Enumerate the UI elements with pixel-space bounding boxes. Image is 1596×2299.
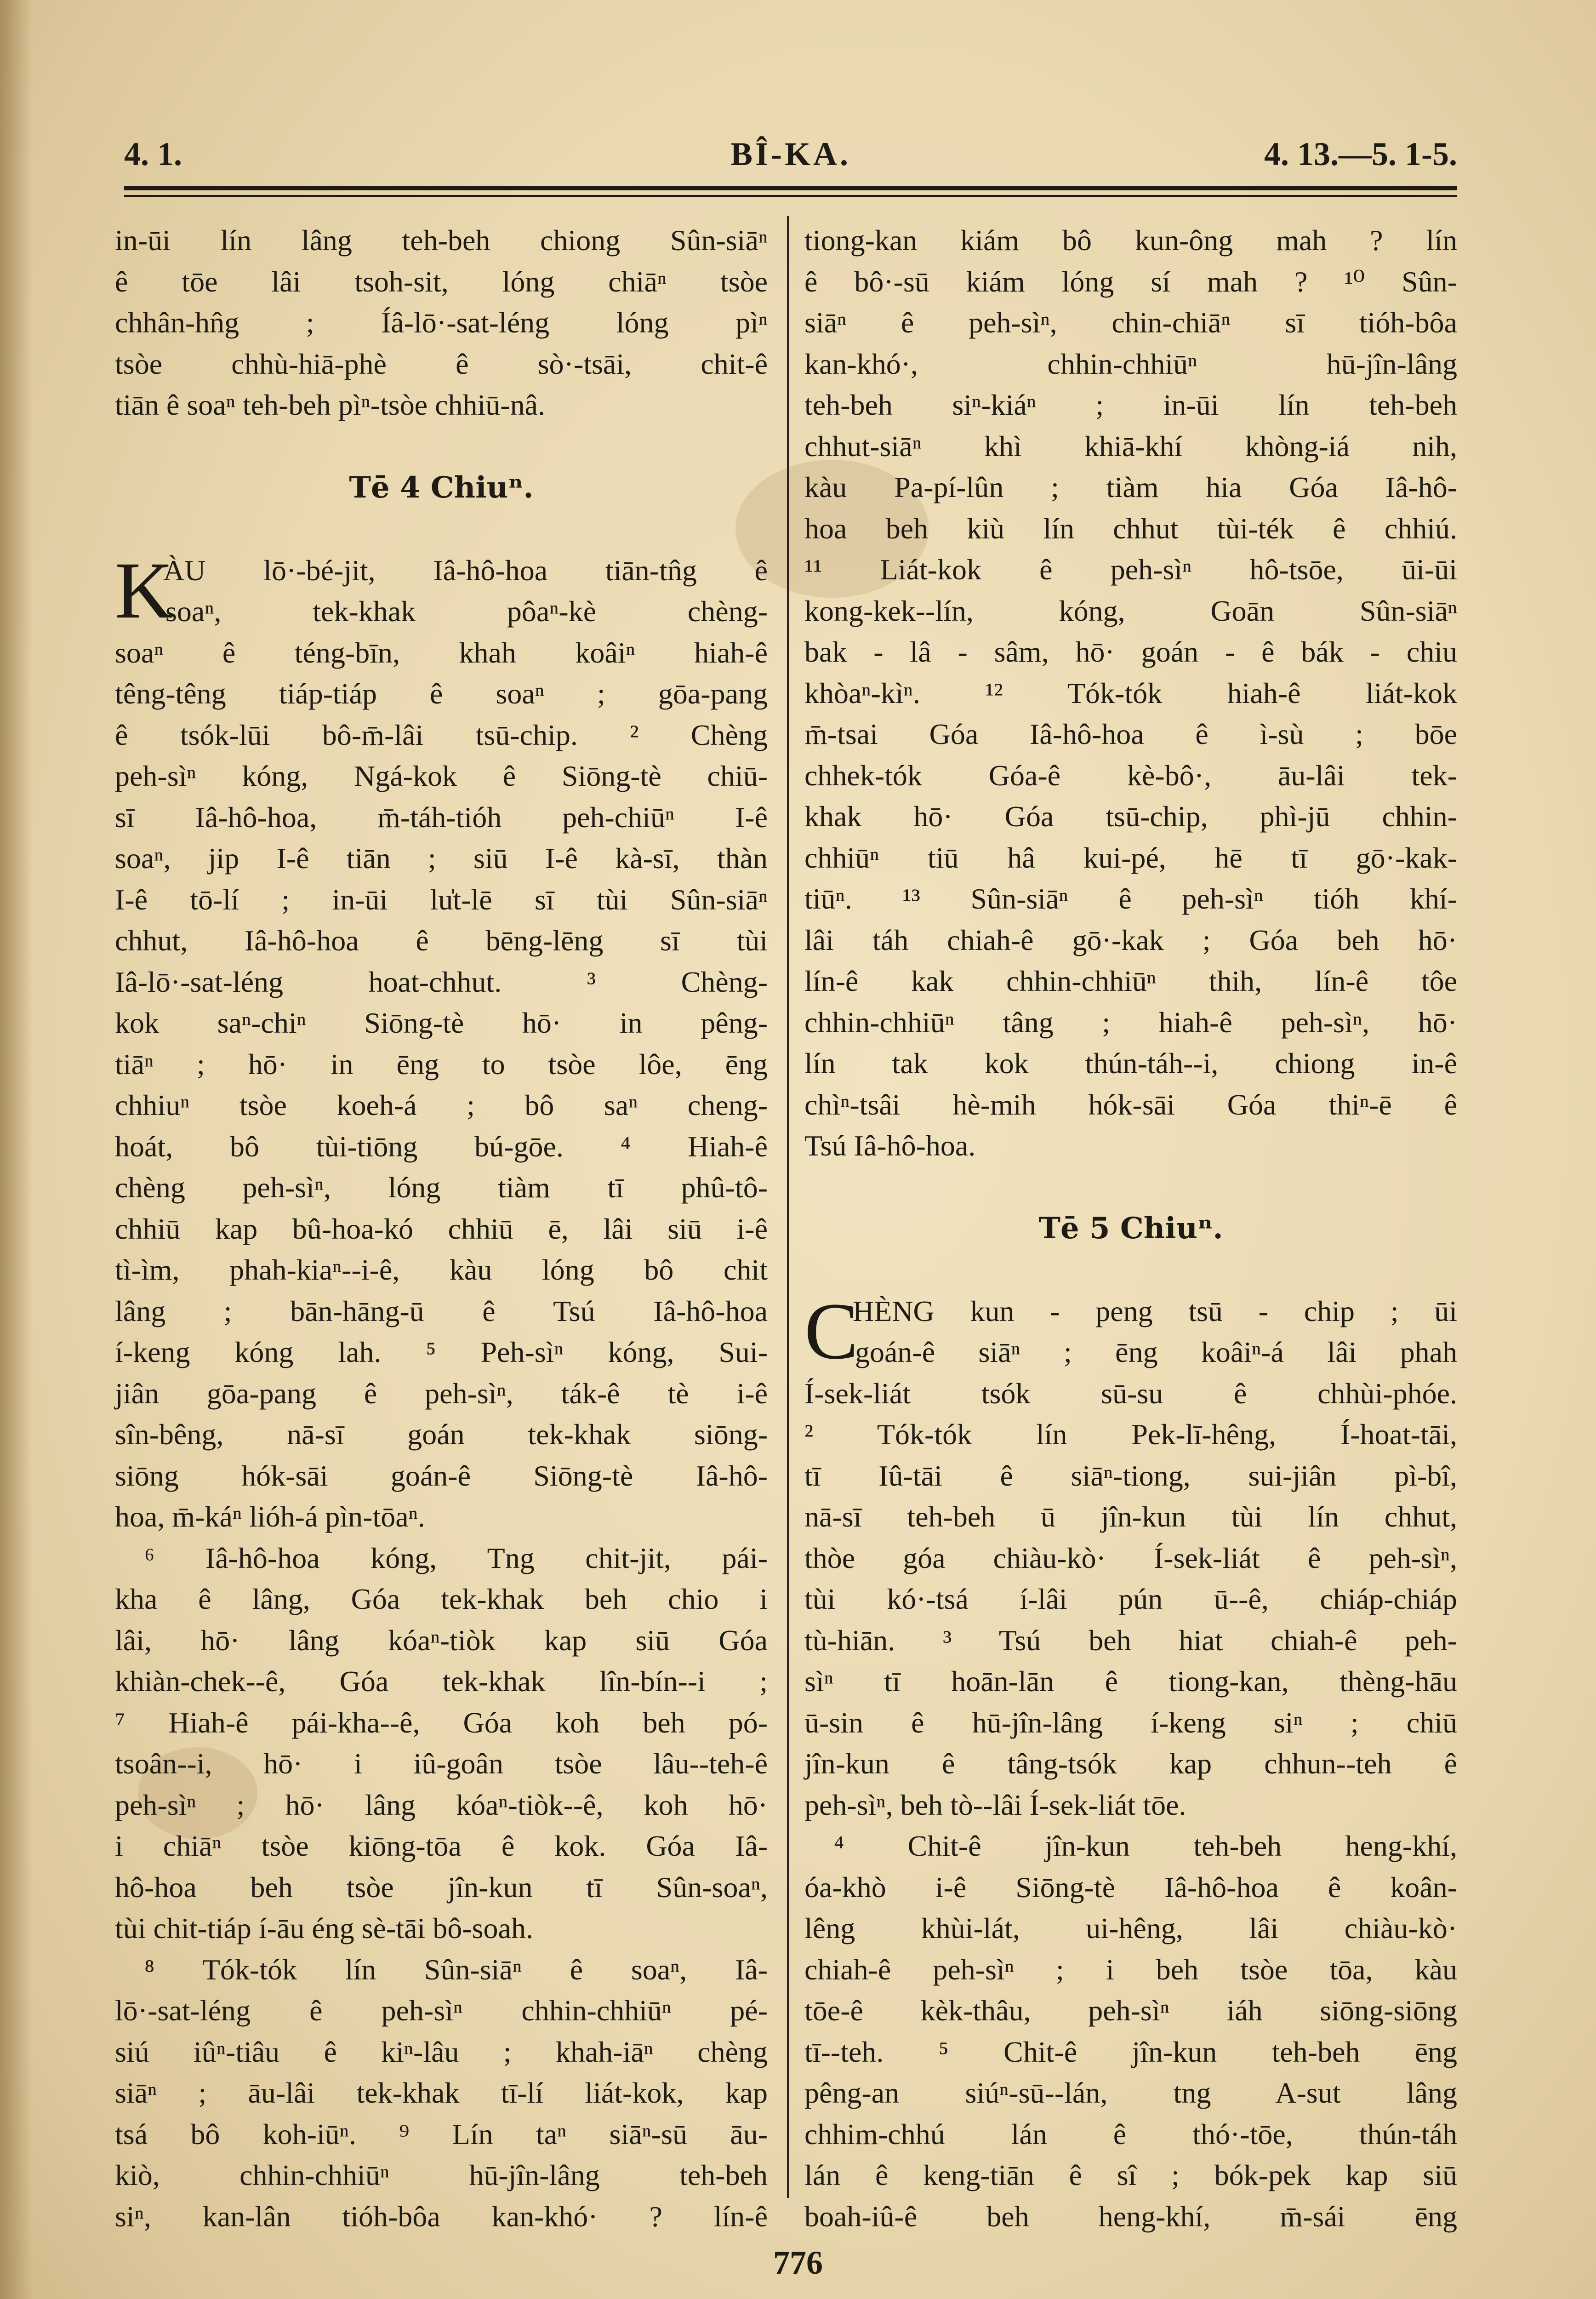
text-line: kok saⁿ-chiⁿ Siōng-tè hō· in pêng- [115, 1007, 768, 1039]
running-header [124, 124, 1457, 184]
text-line: khiàn-chek--ê, Góa tek-khak lîn-bín--i ; [115, 1665, 768, 1698]
header-rule-thick [124, 186, 1457, 190]
text-line: peh-sìⁿ, beh tò--lâi Í-sek-liát tōe. [804, 1788, 1186, 1821]
text-line: ⁸ Tók-tók lín Sûn-siāⁿ ê soaⁿ, Iâ- [144, 1953, 768, 1986]
text-line: tiāⁿ ; hō· in ēng to tsòe lôe, ēng [115, 1047, 768, 1081]
header-verse-range-left: 4. 1. [124, 136, 182, 172]
text-line: kàu Pa-pí-lûn ; tiàm hia Góa Iâ-hô- [804, 471, 1457, 503]
text-line: chèng peh-sìⁿ, lóng tiàm tī phû-tô- [115, 1171, 768, 1204]
text-line: chhek-tók Góa-ê kè-bô·, āu-lâi tek- [804, 759, 1457, 792]
header-rule-thin [124, 195, 1457, 197]
text-line: ê bô·-sū kiám lóng sí mah ? ¹⁰ Sûn- [804, 265, 1457, 298]
text-line: lín tak kok thún-táh--i, chiong in-ê [804, 1047, 1457, 1080]
text-line: tì-ìm, phah-kiaⁿ--i-ê, kàu lóng bô chit [115, 1253, 768, 1286]
text-line: soaⁿ ê téng-bīn, khah koâiⁿ hiah-ê [115, 636, 768, 669]
text-line: siú iûⁿ-tiâu ê kiⁿ-lâu ; khah-iāⁿ chèng [115, 2035, 768, 2068]
text-line: siōng hók-sāi goán-ê Siōng-tè Iâ-hô- [115, 1459, 768, 1492]
text-line: in-ūi lín lâng teh-beh chiong Sûn-siāⁿ [115, 224, 768, 257]
text-line: ê tsók-lūi bô-m̄-lâi tsū-chip. ² Chèng [115, 718, 768, 751]
right-column [804, 220, 1457, 2237]
text-line: ū-sin ê hū-jîn-lâng í-keng siⁿ ; chiū [804, 1706, 1457, 1739]
text-line: lâi táh chiah-ê gō·-kak ; Góa beh hō· [804, 923, 1457, 956]
text-line: hoát, bô tùi-tiōng bú-gōe. ⁴ Hiah-ê [115, 1130, 768, 1163]
text-line: Iâ-lō·-sat-léng hoat-chhut. ³ Chèng- [115, 965, 768, 998]
right-top-text [804, 220, 1457, 1167]
text-line: hô-hoa beh tsòe jîn-kun tī Sûn-soaⁿ, [115, 1870, 768, 1904]
text-line: tī Iû-tāi ê siāⁿ-tiong, sui-jiân pì-bî, [804, 1459, 1457, 1492]
text-line: m̄-tsai Góa Iâ-hô-hoa ê ì-sù ; bōe [804, 718, 1457, 750]
page-spine-shadow [0, 0, 32, 2299]
text-line: khak hō· Góa tsū-chip, phì-jū chhin- [804, 800, 1457, 833]
chapter-4-opening [115, 545, 768, 635]
text-line: chhân-hn̂g ; Íâ-lō·-sat-léng lóng pìⁿ [115, 306, 768, 339]
text-line: ê tōe lâi tsoh-sit, lóng chiāⁿ tsòe [115, 265, 768, 298]
text-line: nā-sī teh-beh ū jîn-kun tùi lín chhut, [804, 1500, 1457, 1533]
text-line: I-ê tō-lí ; in-ūi lu̍t-lē sī tùi Sûn-siāⁿ [115, 883, 768, 916]
text-line: chhim-chhú lán ê thó·-tōe, thún-táh [804, 2117, 1457, 2150]
verse-paragraph [115, 1949, 768, 2237]
text-line: tī--teh. ⁵ Chit-ê jîn-kun teh-beh ēng [804, 2035, 1457, 2068]
text-line: hoa beh kiù lín chhut tùi-ték ê chhiú. [804, 512, 1457, 545]
verse-paragraph [115, 1538, 768, 1949]
text-line: lâi, hō· lâng kóaⁿ-tiòk kap siū Góa [115, 1624, 768, 1657]
text-line: tsòe chhù-hiā-phè ê sò·-tsāi, chit-ê [115, 347, 768, 380]
text-line: siⁿ, kan-lân tióh-bôa kan-khó· ? lín-ê [115, 2200, 768, 2233]
text-line: têng-têng tiáp-tiáp ê soaⁿ ; gōa-pang [115, 677, 768, 710]
text-line: thòe góa chiàu-kò· Í-sek-liát ê peh-sìⁿ, [804, 1541, 1457, 1574]
text-line: kan-khó·, chhin-chhiūⁿ hū-jîn-lâng [804, 347, 1457, 380]
text-line: tùi chit-tiáp í-āu éng sè-tāi bô-soah. [115, 1912, 533, 1944]
drop-cap: K [115, 545, 174, 635]
text-line: lêng khùi-lát, ui-hêng, lâi chiàu-kò· [804, 1912, 1457, 1944]
book-title: BÎ-KA. [730, 136, 851, 172]
text-line: peh-sìⁿ ; hō· lâng kóaⁿ-tiòk--ê, koh hō· [115, 1788, 768, 1821]
text-line: chhiū kap bû-hoa-kó chhiū ē, lâi siū i-ê [115, 1212, 768, 1245]
text-line: kiò, chhin-chhiūⁿ hū-jîn-lâng teh-beh [115, 2159, 768, 2191]
text-line: tùi kó·-tsá í-lâi pún ū--ê, chiáp-chiáp [804, 1583, 1457, 1615]
text-line: lín-ê kak chhin-chhiūⁿ thih, lín-ê tôe [804, 965, 1457, 997]
text-line: jîn-kun ê tâng-tsók kap chhun--teh ê [804, 1747, 1457, 1780]
left-top-text [115, 220, 768, 426]
text-line: í-keng kóng lah. ⁵ Peh-sìⁿ kóng, Sui- [115, 1336, 768, 1368]
right-body-text [804, 1373, 1457, 1826]
left-body-text [115, 632, 768, 1538]
text-line: pêng-an siúⁿ-sū--lán, tng A-sut lâng [804, 2076, 1457, 2109]
text-line: tsá bô koh-iūⁿ. ⁹ Lín taⁿ siāⁿ-sū āu- [115, 2117, 768, 2150]
chapter-5-opening [804, 1286, 1457, 1376]
text-line: chhut, Iâ-hô-hoa ê bēng-lēng sī tùi [115, 924, 768, 957]
text-line: goán-ê siāⁿ ; ēng koâiⁿ-á lâi phah [855, 1336, 1457, 1368]
text-line: soaⁿ, jip I-ê tiān ; siū I-ê kà-sī, thàn [115, 842, 768, 875]
text-line: Tsú Iâ-hô-hoa. [804, 1129, 976, 1162]
text-line: lâng ; bān-hāng-ū ê Tsú Iâ-hô-hoa [115, 1294, 768, 1327]
text-line: sîn-bêng, nā-sī goán tek-khak siōng- [115, 1418, 768, 1451]
text-line: HÈNG kun - peng tsū - chip ; ūi [853, 1294, 1457, 1327]
text-line: tōe-ê kèk-thâu, peh-sìⁿ iáh siōng-siōng [804, 1994, 1457, 2027]
text-line: i chiāⁿ tsòe kiōng-tōa ê kok. Góa Iâ- [115, 1830, 768, 1862]
text-line: tiān ê soaⁿ teh-beh pìⁿ-tsòe chhiū-nâ. [115, 389, 545, 421]
text-line: soaⁿ, tek-khak pôaⁿ-kè chèng- [165, 595, 768, 628]
text-line: ² Tók-tók lín Pek-lī-hêng, Í-hoat-tāi, [804, 1418, 1457, 1451]
text-line: chìⁿ-tsâi hè-mih hók-sāi Góa thiⁿ-ē ê [804, 1088, 1457, 1121]
text-line: chhut-siāⁿ khì khiā-khí khòng-iá nih, [804, 429, 1457, 463]
text-line: chhiuⁿ tsòe koeh-á ; bô saⁿ cheng- [115, 1089, 768, 1121]
text-line: jiân gōa-pang ê peh-sìⁿ, ták-ê tè i-ê [115, 1377, 768, 1410]
chapter-heading-4: Tē 4 Chiuⁿ. [349, 470, 534, 505]
page-number: 776 [773, 2244, 823, 2281]
text-line: kha ê lâng, Góa tek-khak beh chio i [115, 1583, 768, 1615]
text-line: ⁴ Chit-ê jîn-kun teh-beh heng-khí, [834, 1830, 1457, 1862]
text-line: boah-iû-ê beh heng-khí, m̄-sái ēng [804, 2200, 1457, 2233]
text-line: sī Iâ-hô-hoa, m̄-táh-tióh peh-chiūⁿ I-ê [115, 801, 768, 834]
text-line: ¹¹ Liát-kok ê peh-sìⁿ hô-tsōe, ūi-ūi [804, 553, 1457, 586]
text-line: kong-kek--lín, kóng, Goān Sûn-siāⁿ [804, 594, 1457, 627]
text-line: sìⁿ tī hoān-lān ê tiong-kan, thèng-hāu [804, 1665, 1457, 1698]
text-line: tiong-kan kiám bô kun-ông mah ? lín [804, 224, 1457, 257]
text-line: tsoân--i, hō· i iû-goân tsòe lâu--teh-ê [115, 1747, 768, 1780]
text-line: ÀU lō·-bé-jit, Iâ-hô-hoa tiān-tn̂g ê [163, 554, 768, 587]
text-line: Í-sek-liát tsók sū-su ê chhùi-phóe. [804, 1377, 1457, 1410]
left-column [115, 220, 768, 2237]
text-line: chhiūⁿ tiū hâ kui-pé, hē tī gō·-kak- [804, 841, 1457, 874]
text-line: siāⁿ ê peh-sìⁿ, chin-chiāⁿ sī tióh-bôa [804, 306, 1457, 339]
text-line: bak - lâ - sâm, hō· goán - ê bák - chiu [804, 635, 1457, 668]
text-line: ⁷ Hiah-ê pái-kha--ê, Góa koh beh pó- [115, 1706, 768, 1739]
text-line: lō·-sat-léng ê peh-sìⁿ chhin-chhiūⁿ pé- [115, 1994, 768, 2027]
text-line: tù-hiān. ³ Tsú beh hiat chiah-ê peh- [804, 1624, 1457, 1657]
chapter-heading-5: Tē 5 Chiuⁿ. [1038, 1211, 1223, 1246]
text-line: tiūⁿ. ¹³ Sûn-siāⁿ ê peh-sìⁿ tióh khí- [804, 882, 1457, 915]
text-line: peh-sìⁿ kóng, Ngá-kok ê Siōng-tè chiū- [115, 760, 768, 792]
drop-cap: C [804, 1286, 859, 1376]
text-line: chiah-ê peh-sìⁿ ; i beh tsòe tōa, kàu [804, 1953, 1457, 1986]
text-line: lán ê keng-tiān ê sî ; bók-pek kap siū [804, 2159, 1457, 2191]
text-line: óa-khò i-ê Siōng-tè Iâ-hô-hoa ê koân- [804, 1870, 1457, 1904]
text-line: hoa, m̄-káⁿ lióh-á pìn-tōaⁿ. [115, 1500, 425, 1533]
text-line: chhin-chhiūⁿ tâng ; hiah-ê peh-sìⁿ, hō· [804, 1006, 1457, 1039]
text-line: teh-beh siⁿ-kiáⁿ ; in-ūi lín teh-beh [804, 389, 1457, 421]
text-line: khòaⁿ-kìⁿ. ¹² Tók-tók hiah-ê liát-kok [804, 676, 1457, 709]
header-verse-range-right: 4. 13.—5. 1-5. [1264, 136, 1457, 172]
column-divider [787, 216, 789, 2198]
text-line: ⁶ Iâ-hô-hoa kóng, Tng chit-jit, pái- [144, 1541, 768, 1574]
verse-paragraph [804, 1825, 1457, 2237]
text-line: siāⁿ ; āu-lâi tek-khak tī-lí liát-kok, kap [115, 2076, 768, 2109]
